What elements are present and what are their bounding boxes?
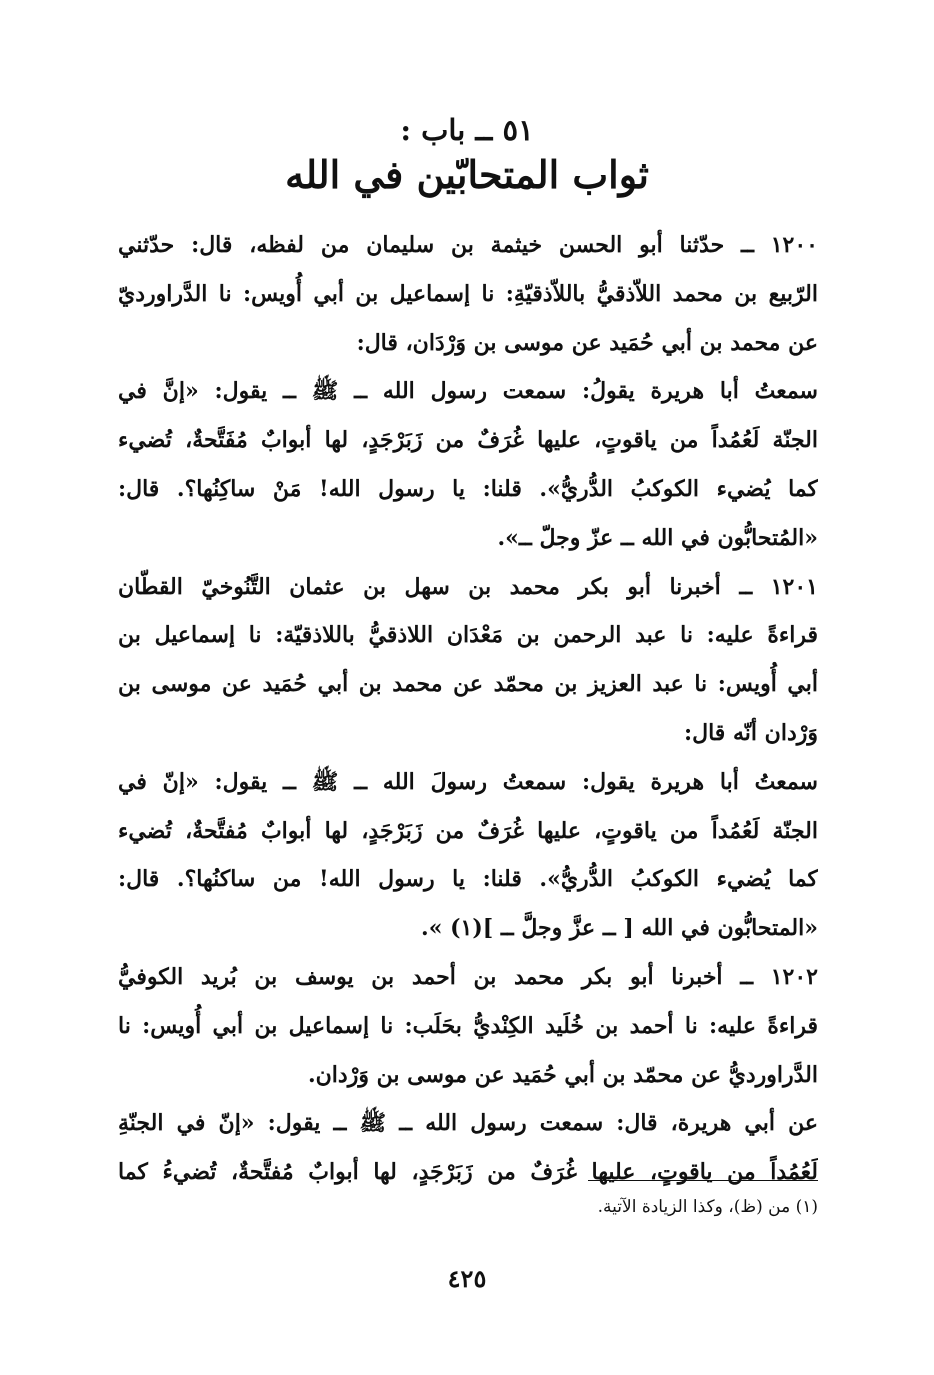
page-number: ٤٢٥ [447,1264,487,1293]
text-line: قراءةً عليه: نا عبد الرحمن بن مَعْدَان اللاذقيُّ باللاذقيّة: نا إسماعيل بن [118,622,818,649]
text-line: الجنّة لَعُمُداً من ياقوتٍ، عليها غُرَفٌ من زَبَرْجَدٍ، لها أبوابٌ مُفتَّحةٌ، تُضيء [118,817,818,844]
text-line: سمعتُ أبا هريرة يقول: سمعتُ رسولَ الله ــ ﷺ ــ يقول: «إنّ في [118,768,818,795]
text-line: أبي أُويس: نا عبد العزيز بن محمّد عن محمد بن أبي حُمَيد عن موسى بن [118,671,818,698]
text-line: عن أبي هريرة، قال: سمعت رسول الله ــ ﷺ ــ يقول: «إنّ في الجنّةِ [118,1110,818,1137]
text-line: وَرْدان أنّه قال: [684,719,818,746]
text-line: «المتحابُّون في الله [ ــ عزَّ وجلَّ ــ ](١) ». [421,915,818,942]
text-line: ١٢٠٢ ــ أخبرنا أبو بكر محمد بن أحمد بن يوسف بن بُريد الكوفيُّ [118,963,818,990]
text-line: الدَّراورديُّ عن محمّد بن أبي حُمَيد عن موسى بن وَرْدان. [307,1061,818,1088]
text-line: سمعتُ أبا هريرة يقولُ: سمعت رسول الله ــ ﷺ ــ يقول: «إنَّ في [118,378,818,405]
text-line: ١٢٠٠ ــ حدّثنا أبو الحسن خيثمة بن سليمان من لفظه، قال: حدّثني [118,232,818,258]
text-line: كما يُضيء الكوكبُ الدُّريُّ». قلنا: يا رسول الله! من ساكنُها؟. قال: [118,866,818,893]
text-line: الجنّة لَعُمُداً من ياقوتٍ، عليها غُرَفٌ من زَبَرْجَدٍ، لها أبوابٌ مُفَتَّحةٌ، تُضيء [118,427,818,454]
text-line: لَعُمُداً من ياقوتٍ، عليها غُرَفٌ من زَبَرْجَدٍ، لها أبوابٌ مُفتَّحةٌ، تُضيءُ كما [118,1159,818,1186]
text-line: الرّبيع بن محمد اللاّذقيُّ باللاّذقيّةِ: نا إسماعيل بن أبي أُويس: نا الدَّراورديّ [118,280,818,307]
chapter-number: ٥١ ــ باب : [400,113,534,147]
text-line: عن محمد بن أبي حُمَيد عن موسى بن وَرْدَان، قال: [356,329,818,356]
text-line: «المُتحابُّون في الله ــ عزّ وجلّ ــ». [497,524,818,551]
text-line: ١٢٠١ ــ أخبرنا أبو بكر محمد بن سهل بن عثمان التَّنُوخيّ القطّان [118,573,818,600]
footnote: (١) من (ظ)، وكذا الزيادة الآتية. [597,1197,818,1217]
footnote-divider [588,1180,818,1181]
text-line: كما يُضيء الكوكبُ الدُّريُّ». قلنا: يا رسول الله! مَنْ ساكِنُها؟. قال: [118,475,818,502]
body-text [118,221,818,1197]
text-line: قراءةً عليه: نا أحمد بن خُلَيد الكِنْديُّ بحَلَب: نا إسماعيل بن أبي أُويس: نا [118,1012,818,1039]
chapter-title: ثواب المتحابّين في الله [285,152,649,197]
